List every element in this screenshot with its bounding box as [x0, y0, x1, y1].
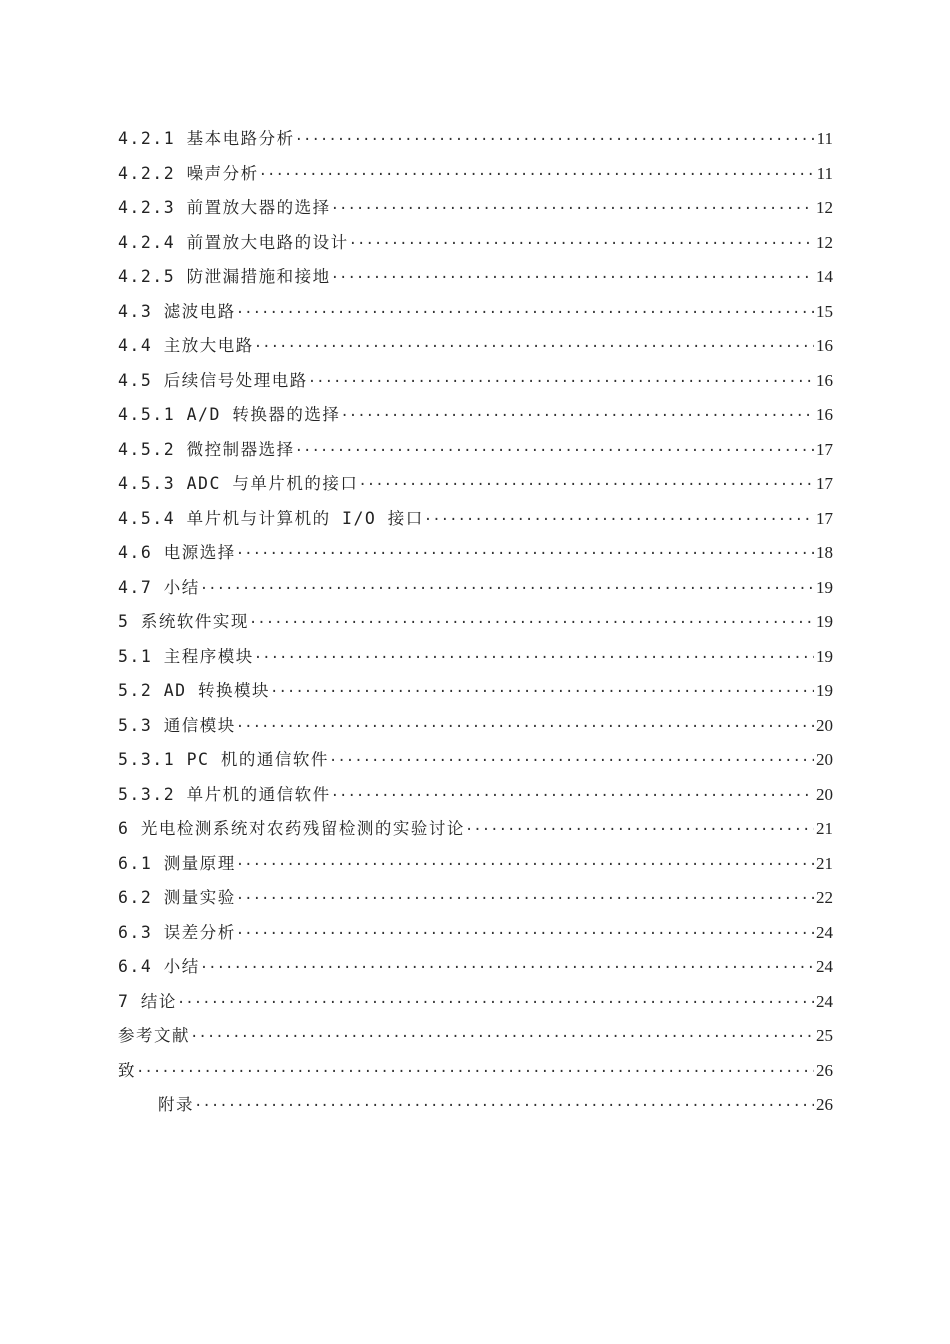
toc-entry-page: 11 — [816, 129, 833, 148]
toc-leader-dots — [259, 158, 815, 193]
toc-leader-dots — [331, 261, 814, 296]
toc-entry-title: 4.2.4 前置放大电路的设计 — [118, 232, 349, 252]
toc-entry-page: 26 — [816, 1060, 833, 1080]
toc-entry-title: 4.6 电源选择 — [118, 543, 236, 562]
toc-entry[interactable] — [118, 812, 833, 847]
toc-entry-page: 16 — [816, 370, 833, 390]
toc-entry-page: 17 — [816, 474, 833, 493]
toc-entry[interactable] — [118, 709, 833, 744]
toc-leader-dots — [270, 675, 814, 710]
toc-entry-title: 7 结论 — [118, 991, 177, 1011]
toc-entry-title: 4.2.5 防泄漏措施和接地 — [118, 267, 331, 286]
toc-entry[interactable] — [118, 226, 833, 261]
toc-leader-dots — [236, 537, 814, 572]
toc-entry[interactable] — [118, 950, 833, 985]
toc-entry[interactable] — [118, 433, 833, 468]
toc-entry[interactable] — [118, 329, 833, 364]
toc-entry[interactable] — [118, 1019, 833, 1054]
toc-entry-title: 4.5.1 A/D 转换器的选择 — [118, 405, 341, 424]
toc-entry[interactable] — [118, 674, 833, 709]
toc-leader-dots — [358, 468, 814, 503]
toc-entry[interactable] — [118, 985, 833, 1020]
toc-leader-dots — [190, 1020, 814, 1055]
toc-leader-dots — [254, 641, 814, 676]
toc-entry[interactable] — [118, 847, 833, 882]
toc-entry[interactable] — [118, 605, 833, 640]
toc-entry-title: 4.2.2 噪声分析 — [118, 163, 259, 183]
toc-entry-page: 17 — [816, 439, 833, 459]
toc-entry[interactable] — [118, 364, 833, 399]
toc-leader-dots — [340, 399, 814, 434]
toc-entry-title: 5.3.1 PC 机的通信软件 — [118, 750, 329, 769]
toc-entry[interactable] — [118, 640, 833, 675]
toc-leader-dots — [331, 779, 814, 814]
toc-leader-dots — [136, 1055, 814, 1090]
toc-entry[interactable] — [118, 398, 833, 433]
toc-entry[interactable] — [118, 467, 833, 502]
toc-entry-title: 4.2.3 前置放大器的选择 — [118, 198, 331, 217]
toc-entry-title: 6.2 测量实验 — [118, 888, 236, 907]
toc-entry-page: 20 — [816, 715, 833, 735]
toc-entry-title: 6.4 小结 — [118, 957, 200, 976]
toc-entry[interactable] — [118, 502, 833, 537]
toc-leader-dots — [236, 296, 814, 331]
toc-entry-page: 19 — [816, 577, 833, 597]
toc-entry-title: 附录 — [158, 1095, 194, 1114]
toc-leader-dots — [177, 986, 814, 1021]
toc-entry-page: 16 — [816, 405, 833, 424]
toc-entry-title: 5.2 AD 转换模块 — [118, 681, 271, 700]
toc-entry-title: 5.3.2 单片机的通信软件 — [118, 784, 331, 804]
toc-entry-title: 4.3 滤波电路 — [118, 301, 236, 321]
toc-entry[interactable] — [118, 881, 833, 916]
toc-entry-title: 5.3 通信模块 — [118, 715, 236, 735]
toc-entry-title: 4.5.2 微控制器选择 — [118, 439, 295, 459]
toc-entry[interactable] — [118, 778, 833, 813]
toc-entry-page: 22 — [816, 888, 833, 907]
toc-entry-title: 5 系统软件实现 — [118, 612, 249, 631]
toc-entry-title: 4.5.3 ADC 与单片机的接口 — [118, 474, 359, 493]
toc-entry-page: 21 — [816, 819, 833, 838]
toc-entry[interactable] — [118, 571, 833, 606]
toc-entry-page: 26 — [816, 1095, 833, 1114]
toc-leader-dots — [295, 434, 814, 469]
toc-leader-dots — [236, 710, 814, 745]
toc-leader-dots — [200, 572, 814, 607]
toc-entry-page: 24 — [816, 957, 833, 976]
toc-entry-title: 6 光电检测系统对农药残留检测的实验讨论 — [118, 819, 465, 838]
toc-entry-page: 24 — [816, 922, 833, 942]
toc-entry-page: 21 — [816, 853, 833, 873]
toc-entry-page: 20 — [816, 750, 833, 769]
toc-entry-page: 25 — [816, 1026, 833, 1045]
toc-leader-dots — [200, 951, 814, 986]
toc-entry-page: 17 — [816, 508, 833, 528]
toc-leader-dots — [329, 744, 814, 779]
toc-entry-page: 11 — [816, 163, 833, 183]
toc-entry[interactable] — [118, 191, 833, 226]
toc-leader-dots — [254, 330, 814, 365]
toc-entry[interactable] — [118, 1054, 833, 1089]
toc-leader-dots — [249, 606, 814, 641]
toc-leader-dots — [424, 503, 814, 538]
toc-leader-dots — [308, 365, 814, 400]
toc-entry[interactable] — [118, 157, 833, 192]
toc-entry-page: 19 — [816, 646, 833, 666]
toc-entry-title: 6.1 测量原理 — [118, 853, 236, 873]
toc-leader-dots — [295, 123, 815, 158]
toc-entry-page: 18 — [816, 543, 833, 562]
toc-entry[interactable] — [118, 1088, 833, 1123]
toc-entry[interactable] — [118, 260, 833, 295]
toc-leader-dots — [236, 848, 814, 883]
toc-entry-title: 6.3 误差分析 — [118, 922, 236, 942]
toc-entry-page: 24 — [816, 991, 833, 1011]
toc-entry[interactable] — [118, 122, 833, 157]
toc-entry-page: 12 — [816, 198, 833, 217]
toc-entry-title: 4.5 后续信号处理电路 — [118, 370, 308, 390]
toc-entry-title: 5.1 主程序模块 — [118, 646, 254, 666]
toc-entry-page: 19 — [816, 681, 833, 700]
toc-entry-title: 4.2.1 基本电路分析 — [118, 129, 295, 148]
table-of-contents — [118, 122, 833, 1123]
toc-entry[interactable] — [118, 743, 833, 778]
toc-entry-title: 致 — [118, 1060, 136, 1080]
toc-entry[interactable] — [118, 295, 833, 330]
toc-entry-page: 16 — [816, 336, 833, 355]
toc-entry-page: 19 — [816, 612, 833, 631]
toc-entry-page: 20 — [816, 784, 833, 804]
toc-entry-page: 14 — [816, 267, 833, 286]
toc-entry-title: 4.7 小结 — [118, 577, 200, 597]
toc-leader-dots — [194, 1089, 814, 1124]
toc-entry-title: 参考文献 — [118, 1026, 190, 1045]
toc-entry-page: 15 — [816, 301, 833, 321]
toc-entry-page: 12 — [816, 232, 833, 252]
toc-entry-title: 4.4 主放大电路 — [118, 336, 254, 355]
toc-leader-dots — [236, 882, 814, 917]
toc-entry[interactable] — [118, 916, 833, 951]
toc-leader-dots — [236, 917, 814, 952]
toc-leader-dots — [465, 813, 814, 848]
toc-leader-dots — [331, 192, 814, 227]
toc-leader-dots — [349, 227, 814, 262]
toc-entry-title: 4.5.4 单片机与计算机的 I/O 接口 — [118, 508, 424, 528]
toc-entry[interactable] — [118, 536, 833, 571]
